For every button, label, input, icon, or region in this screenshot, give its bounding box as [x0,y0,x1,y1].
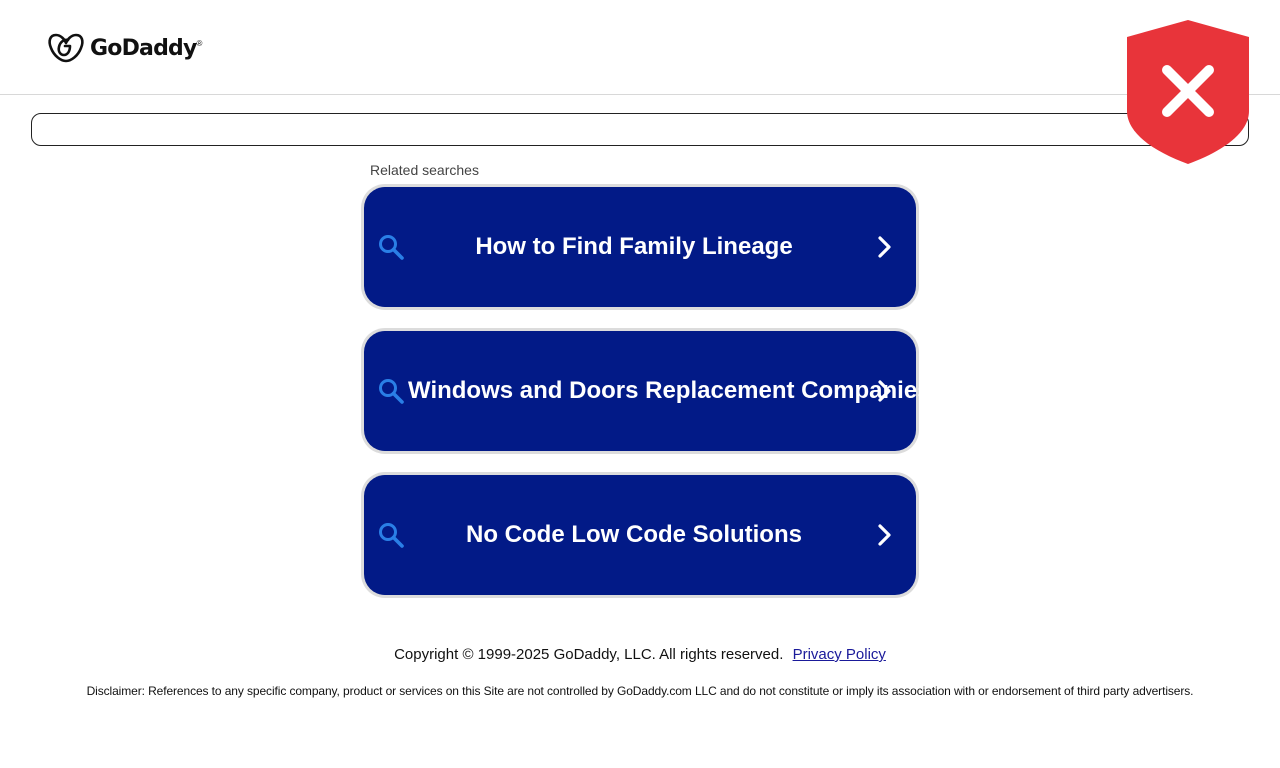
chevron-right-icon [872,523,896,547]
related-search-label: No Code Low Code Solutions [466,521,802,548]
related-search-item[interactable] [361,184,919,310]
brand-name: GoDaddy [90,35,197,61]
copyright-line [0,646,1280,663]
related-search-item[interactable] [361,328,931,454]
related-search-item[interactable] [361,472,919,598]
related-search-label: How to Find Family Lineage [475,233,793,260]
privacy-policy-link[interactable]: Privacy Policy [792,646,886,663]
godaddy-logo[interactable] [48,31,202,65]
search-icon [377,233,405,261]
copyright-text: Copyright © 1999-2025 GoDaddy, LLC. All rights reserved. [394,646,784,663]
related-searches-title: Related searches [370,162,479,178]
search-bar[interactable] [31,113,1249,146]
godaddy-mark-icon [48,32,84,64]
chevron-right-icon [872,235,896,259]
shield-x-icon [1126,19,1250,165]
page-header [0,0,1280,95]
chevron-right-icon [872,379,896,403]
search-input[interactable] [32,114,1248,145]
search-icon [377,377,405,405]
trademark-symbol: ® [196,39,203,48]
search-icon [377,521,405,549]
disclaimer-text: Disclaimer: References to any specific company, product or services on this Site are not controlled by GoDaddy.com LLC and do not constitute or imply its association with or endorsement of third party advertisers. [86,684,1194,698]
related-search-label: Windows and Doors Replacement Companies [408,377,931,404]
